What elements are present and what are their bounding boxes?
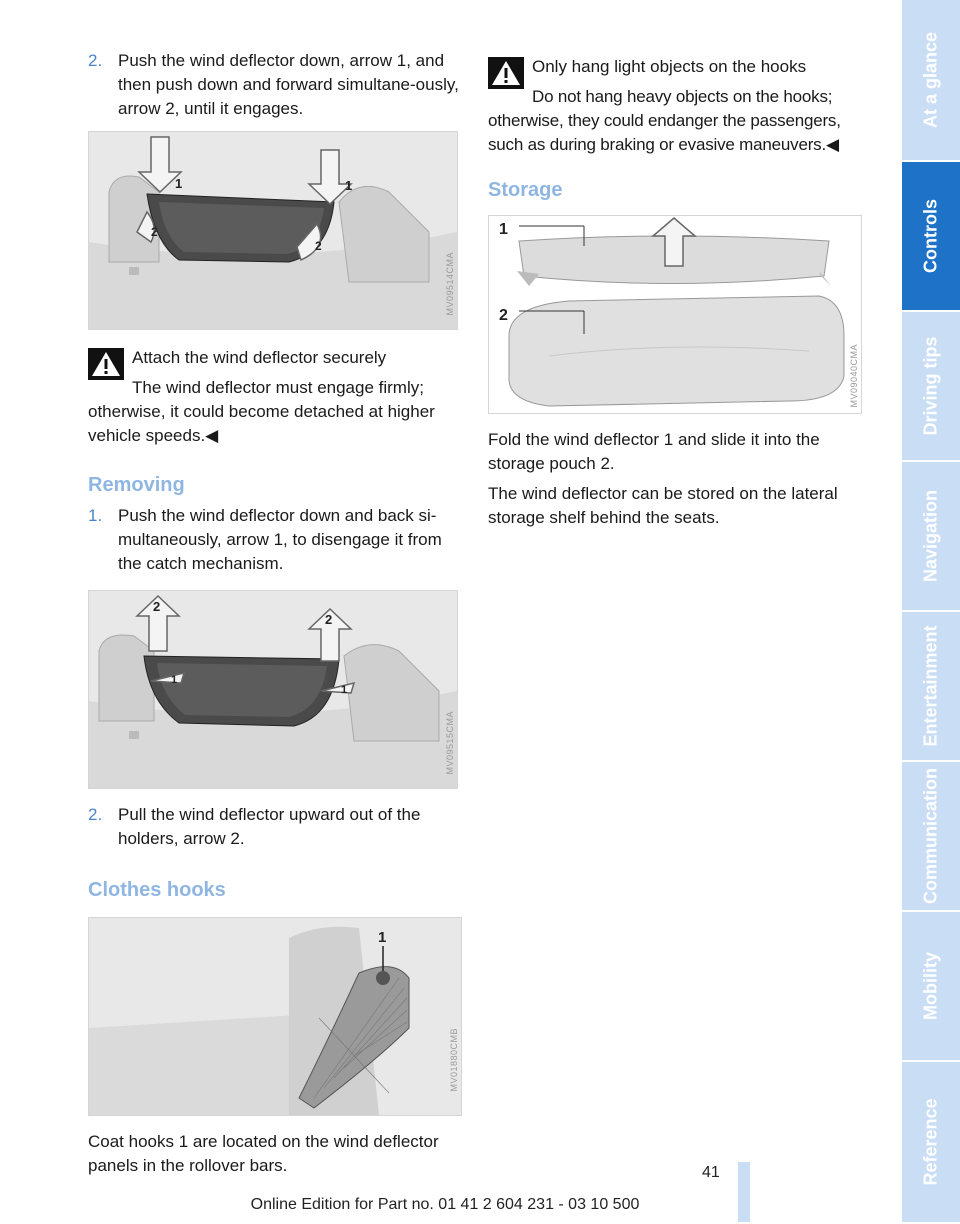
step-number: 2. (88, 805, 103, 824)
step-number: 1. (88, 506, 103, 525)
step-text: Push the wind deflector down and back si-multaneously, arrow 1, to disengage it from the catch mechanism. (118, 506, 442, 573)
warning-icon (488, 57, 524, 89)
deflector-attach-illustration (89, 132, 457, 329)
step-text: Pull the wind deflector upward out of the holders, arrow 2. (118, 805, 421, 848)
tab-label: Mobility (920, 952, 941, 1020)
warning-text: The wind deflector must engage firmly; otherwise, it could become detached at higher vehicle speeds.◀ (88, 378, 435, 445)
right-column (488, 0, 863, 530)
callout-1-right: 1 (345, 178, 353, 193)
warning-text: Do not hang heavy objects on the hooks; otherwise, they could endanger the passengers, such as during braking or evasive maneuvers.◀ (488, 87, 841, 154)
tab-label: Communication (920, 767, 941, 905)
callout-1-left: 1 (175, 176, 183, 191)
callout-2-right: 2 (315, 239, 322, 253)
deflector-remove-illustration (89, 591, 457, 788)
callout-2-left: 2 (151, 225, 158, 239)
section-heading-removing: Removing (88, 474, 185, 496)
section-heading-storage: Storage (488, 179, 563, 201)
tab-reference[interactable] (902, 1062, 960, 1224)
left-column (88, 0, 463, 1178)
warning-icon (88, 348, 124, 380)
figure-clothes-hook (88, 917, 462, 1116)
step-2-attach (88, 49, 463, 121)
tab-label: Driving tips (920, 336, 941, 436)
tab-at-a-glance[interactable] (902, 0, 960, 162)
callout-2: 2 (499, 307, 508, 324)
callout-1: 1 (499, 221, 508, 238)
tab-driving-tips[interactable] (902, 312, 960, 462)
tab-communication[interactable] (902, 762, 960, 912)
storage-illustration (489, 216, 861, 413)
tab-mobility[interactable] (902, 912, 960, 1062)
clothes-hooks-text: Coat hooks 1 are located on the wind deflector panels in the rollover bars. (88, 1132, 439, 1175)
tab-label: Navigation (920, 489, 941, 583)
callout-2-left: 2 (153, 599, 161, 614)
tab-label: At a glance (920, 31, 941, 129)
figure-attach-deflector (88, 131, 458, 330)
figure-code: MV09515CMA (445, 711, 455, 775)
tab-controls[interactable] (902, 162, 960, 312)
figure-code: MV09514CMA (445, 252, 455, 316)
step-1-remove (88, 504, 463, 576)
step-2-pull-out (88, 803, 463, 851)
tab-label: Controls (920, 199, 941, 273)
footer-text: Online Edition for Part no. 01 41 2 604 231 - 03 10 500 (250, 1196, 640, 1213)
tab-label: Reference (920, 1098, 941, 1186)
figure-remove-deflector (88, 590, 458, 789)
tab-label: Entertainment (920, 625, 941, 747)
step-text: Push the wind deflector down, arrow 1, and then push down and forward simultane-ously, arrow 2, until it engages. (118, 51, 459, 118)
storage-text-2: The wind deflector can be stored on the lateral storage shelf behind the seats. (488, 484, 838, 527)
callout-1-right: 1 (341, 684, 348, 696)
warning-attach-securely (88, 346, 463, 448)
figure-code: MV09040CMA (849, 344, 859, 408)
callout-1-left: 1 (171, 674, 178, 686)
clothes-hook-illustration (89, 918, 461, 1115)
figure-code: MV01880CMB (449, 1028, 459, 1092)
section-heading-clothes-hooks: Clothes hooks (88, 879, 226, 901)
figure-storage (488, 215, 862, 414)
warning-light-objects (488, 55, 863, 157)
storage-text-1: Fold the wind deflector 1 and slide it into the storage pouch 2. (488, 430, 820, 473)
warning-title: Attach the wind deflector securely (132, 348, 387, 367)
tab-entertainment[interactable] (902, 612, 960, 762)
callout-2-right: 2 (325, 612, 333, 627)
step-number: 2. (88, 51, 103, 70)
page-number: 41 (702, 1164, 720, 1181)
callout-1: 1 (378, 929, 387, 946)
tab-navigation[interactable] (902, 462, 960, 612)
warning-title: Only hang light objects on the hooks (532, 57, 807, 76)
chapter-sidebar (902, 0, 960, 1222)
